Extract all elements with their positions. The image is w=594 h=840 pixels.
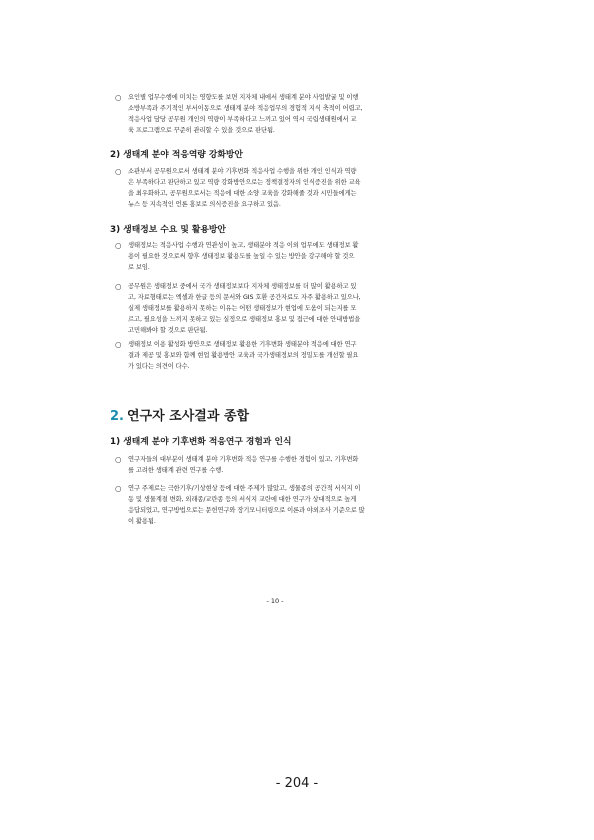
- circle-bullet-icon: ○: [115, 455, 122, 464]
- bullet-paragraph: [115, 166, 460, 210]
- paragraph-line: 를 고려한 생태계 관련 연구를 수행.: [128, 467, 224, 474]
- paragraph-line: 공무원은 생태정보 중에서 국가 생태정보보다 지자체 생태정보를 더 많이 활용하고 있: [128, 283, 357, 290]
- paragraph-line: 실제 생태정보를 활용하지 못하는 이유는 어떤 생태정보가 현업에 도움이 되는지를 모: [128, 305, 357, 312]
- paragraph-line: 응답되었고, 연구방법으로는 문헌연구와 장기모니터링으로 이론과 야외조사 기준으로 많: [128, 507, 365, 514]
- paragraph-line: 뉴스 등 지속적인 언론 홍보로 의식증진을 요구하고 있음.: [128, 201, 281, 208]
- circle-bullet-icon: ○: [115, 241, 122, 250]
- subsection-heading: 2) 생태계 분야 적응역량 강화방안: [110, 150, 243, 160]
- subsection-heading: 1) 생태계 분야 기후변화 적응연구 경험과 인식: [110, 437, 292, 447]
- paragraph-line: 이 활용됨.: [128, 518, 156, 525]
- paragraph-line: 육 프로그램으로 꾸준히 관리할 수 있을 것으로 판단됨.: [128, 127, 275, 134]
- paragraph-line: 고민해봐야 할 것으로 판단됨.: [128, 327, 208, 334]
- bullet-paragraph: [115, 483, 460, 527]
- circle-bullet-icon: ○: [115, 167, 122, 176]
- bullet-paragraph: [115, 92, 460, 136]
- inner-page-number: - 10 -: [266, 597, 284, 605]
- paragraph-line: 동 및 생물계절 변화, 외래종/교란종 등의 서식지 교란에 대한 연구가 상대적으로 높게: [128, 496, 357, 503]
- bullet-paragraph: [115, 240, 460, 273]
- paragraph-line: 소방부족과 주기적인 부서이동으로 생태계 분야 적응업무의 경험적 지식 축적이 어렵고,: [128, 105, 363, 112]
- section-title: [110, 405, 249, 424]
- paragraph-line: 용이 필요한 것으로써 향후 생태정보 활용도를 높일 수 있는 방안을 강구해야 할 것으: [128, 253, 355, 260]
- circle-bullet-icon: ○: [115, 282, 122, 291]
- paragraph-line: 연구자들의 대부분이 생태계 분야 기후변화 적응 연구를 수행한 경험이 있고, 기후변화: [128, 456, 359, 463]
- paragraph-line: 생태정보 이용 활성화 방안으로 생태정보 활용한 기후변화 생태분야 적응에 대한 연구: [128, 341, 357, 348]
- paragraph-line: 생태정보는 적응사업 수행과 연관성이 높고, 생태분야 적응 이외 업무에도 생태정보 활: [128, 242, 359, 249]
- paragraph-line: 은 부족하다고 판단하고 있고 역량 강화방안으로는 정책결정자의 인식증진을 위한 교육: [128, 179, 361, 186]
- circle-bullet-icon: ○: [115, 340, 122, 349]
- section-title-text: 연구자 조사결과 종합: [126, 409, 250, 424]
- bullet-paragraph: [115, 281, 460, 336]
- paragraph-line: 요인별 업무수행에 미치는 영향도를 보면 지자체 내에서 생태계 분야 사업발굴 및 이행: [128, 94, 359, 101]
- subsection-heading: 3) 생태정보 수요 및 활용방안: [110, 225, 226, 235]
- paragraph-line: 가 있다는 의견이 다수.: [128, 363, 190, 370]
- circle-bullet-icon: ○: [115, 93, 122, 102]
- paragraph-line: 연구 주제로는 극한기후/기상현상 등에 대한 주제가 많았고, 생물종의 공간적 서식지 이: [128, 485, 361, 492]
- paragraph-line: 고, 자료형태로는 엑셀과 한글 등의 문서와 GIS 호환 공간자료도 자주 활용하고 있으나,: [128, 294, 361, 301]
- circle-bullet-icon: ○: [115, 484, 122, 493]
- paragraph-line: 르고, 필요성을 느끼지 못하고 있는 실정으로 생태정보 홍보 및 접근에 대한 안내방법을: [128, 316, 361, 323]
- section-number: 2.: [110, 409, 124, 424]
- paragraph-line: 로 보임.: [128, 264, 150, 271]
- paragraph-line: 적응사업 담당 공무원 개인의 역량이 부족하다고 느끼고 있어 역시 국립생태원에서 교: [128, 116, 357, 123]
- outer-page-number: - 204 -: [275, 776, 319, 791]
- bullet-paragraph: [115, 454, 460, 476]
- paragraph-line: 소관부서 공무원으로서 생태계 분야 기후변화 적응사업 수행을 위한 개인 인식과 역량: [128, 168, 357, 175]
- paragraph-line: 을 최우화하고, 공무원으로서는 적응에 대한 소양 교육을 강화해줄 것과 시민들에게는: [128, 190, 357, 197]
- paragraph-line: 결과 제공 및 홍보와 함께 현업 활용방안 교육과 국가생태정보의 정밀도를 개선할 필요: [128, 352, 359, 359]
- bullet-paragraph: [115, 339, 460, 372]
